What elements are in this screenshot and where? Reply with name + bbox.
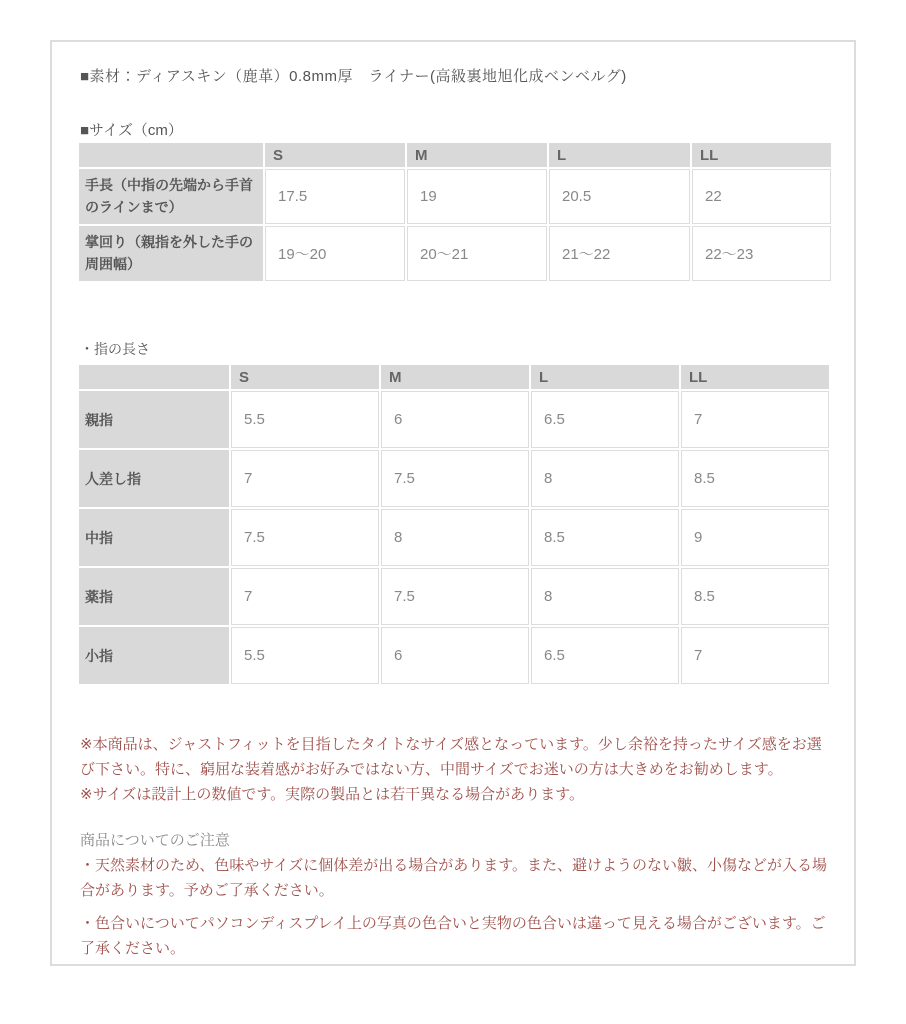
table-header-row [79,365,829,389]
corner-cell [79,143,263,167]
size-value-cell: 6 [381,627,529,684]
finger-length-table [77,363,831,686]
size-value-cell: 19 [407,169,547,224]
size-value-cell: 7.5 [231,509,379,566]
size-value-cell: 9 [681,509,829,566]
size-value-cell: 7 [231,450,379,507]
size-column-header: M [381,365,529,389]
row-header: 中指 [79,509,229,566]
table-row [79,450,829,507]
size-value-cell: 20〜21 [407,226,547,281]
size-value-cell: 17.5 [265,169,405,224]
caution-heading: 商品についてのご注意 [80,832,230,849]
size-value-cell: 22〜23 [692,226,831,281]
caution-note-1: ・天然素材のため、色味やサイズに個体差が出る場合があります。また、避けようのない皺、小傷などが入る場合があります。予めご了承ください。 [80,857,828,899]
table-row [79,226,831,281]
hand-size-table [77,141,833,283]
row-header: 掌回り（親指を外した手の周囲幅） [79,226,263,281]
size-section-heading: ■サイズ（cm） [80,122,183,139]
size-column-header: L [549,143,690,167]
caution-notes-block [80,853,834,961]
size-column-header: L [531,365,679,389]
size-column-header: S [265,143,405,167]
size-value-cell: 22 [692,169,831,224]
sizing-note-2: ※サイズは設計上の数値です。実際の製品とは若干異なる場合があります。 [80,786,584,803]
table-header-row [79,143,831,167]
size-value-cell: 7.5 [381,568,529,625]
size-value-cell: 6.5 [531,391,679,448]
table-row [79,169,831,224]
size-column-header: LL [681,365,829,389]
size-value-cell: 19〜20 [265,226,405,281]
size-column-header: LL [692,143,831,167]
row-header: 人差し指 [79,450,229,507]
corner-cell [79,365,229,389]
size-column-header: S [231,365,379,389]
table-row [79,627,829,684]
table-row [79,568,829,625]
size-value-cell: 7 [681,391,829,448]
row-header: 薬指 [79,568,229,625]
size-value-cell: 21〜22 [549,226,690,281]
size-value-cell: 8.5 [681,568,829,625]
size-value-cell: 8 [531,450,679,507]
product-detail-panel [50,40,856,966]
row-header: 小指 [79,627,229,684]
sizing-notes-block [80,732,834,807]
size-value-cell: 5.5 [231,627,379,684]
size-value-cell: 6 [381,391,529,448]
sizing-note-1: ※本商品は、ジャストフィットを目指したタイトなサイズ感となっています。少し余裕を持ったサイズ感をお選び下さい。特に、窮屈な装着感がお好みではない方、中間サイズでお迷いの方は大きめをお勧めします。 [80,736,822,778]
material-spec-text: ■素材：ディアスキン（鹿革）0.8mm厚 ライナー(高級裏地旭化成ベンベルグ) [80,68,627,85]
row-header: 親指 [79,391,229,448]
size-value-cell: 6.5 [531,627,679,684]
size-value-cell: 7.5 [381,450,529,507]
size-value-cell: 8.5 [531,509,679,566]
finger-length-heading: ・指の長さ [80,341,150,357]
size-value-cell: 8.5 [681,450,829,507]
table-row [79,391,829,448]
size-column-header: M [407,143,547,167]
size-value-cell: 7 [231,568,379,625]
size-value-cell: 8 [381,509,529,566]
size-value-cell: 7 [681,627,829,684]
size-value-cell: 20.5 [549,169,690,224]
size-value-cell: 8 [531,568,679,625]
table-row [79,509,829,566]
caution-note-2: ・色合いについてパソコンディスプレイ上の写真の色合いと実物の色合いは違って見える場合がございます。ご了承ください。 [80,915,826,957]
size-value-cell: 5.5 [231,391,379,448]
row-header: 手長（中指の先端から手首のラインまで） [79,169,263,224]
